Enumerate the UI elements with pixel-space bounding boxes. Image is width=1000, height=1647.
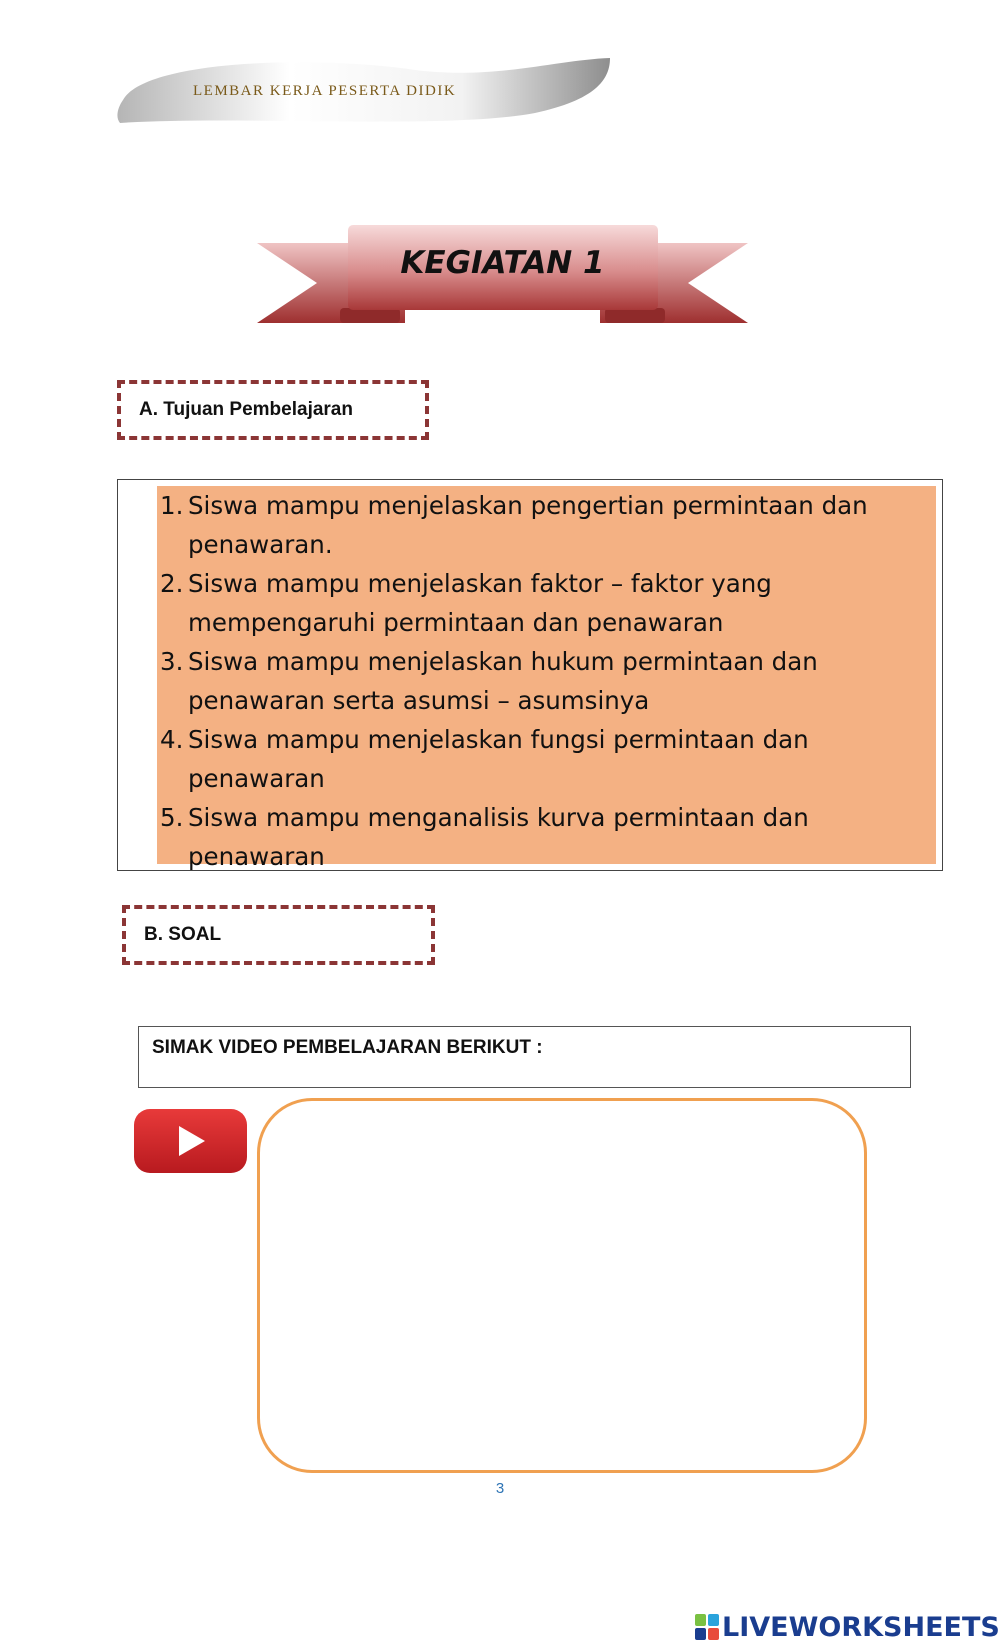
youtube-play-icon[interactable] (133, 1108, 248, 1174)
video-frame[interactable] (257, 1098, 867, 1473)
objectives-list (157, 486, 947, 876)
objective-text: Siswa mampu menjelaskan hukum permintaan dan penawaran serta asumsi – asumsinya (188, 647, 818, 715)
objective-item: 5. Siswa mampu menganalisis kurva permintaan dan penawaran (160, 803, 809, 871)
objective-text: Siswa mampu menjelaskan pengertian permintaan dan penawaran. (188, 491, 868, 559)
objective-text: Siswa mampu menganalisis kurva permintaan dan penawaran (188, 803, 809, 871)
objective-item: 4. Siswa mampu menjelaskan fungsi permintaan dan penawaran (160, 725, 809, 793)
header-title: LEMBAR KERJA PESERTA DIDIK (193, 83, 457, 99)
liveworksheets-logo-icon (695, 1614, 719, 1640)
activity-title: KEGIATAN 1 (400, 245, 605, 281)
section-a-text: A. Tujuan Pembelajaran (139, 399, 353, 420)
objective-item: 2. Siswa mampu menjelaskan faktor – faktor yang mempengaruhi permintaan dan penawaran (160, 569, 772, 637)
section-b-label (122, 905, 435, 965)
objective-item: 3. Siswa mampu menjelaskan hukum permintaan dan penawaran serta asumsi – asumsinya (160, 647, 818, 715)
section-a-label (117, 380, 429, 440)
liveworksheets-wordmark: LIVEWORKSHEETS (722, 1611, 1000, 1643)
objective-text: Siswa mampu menjelaskan faktor – faktor yang mempengaruhi permintaan dan penawaran (188, 569, 772, 637)
instruction-text: SIMAK VIDEO PEMBELAJARAN BERIKUT : (152, 1037, 543, 1058)
instruction-box (138, 1026, 911, 1088)
section-b-text: B. SOAL (144, 924, 222, 945)
liveworksheets-logo[interactable] (695, 1612, 1000, 1642)
objective-item: 1. Siswa mampu menjelaskan pengertian permintaan dan penawaran. (160, 491, 868, 559)
page-number: 3 (495, 1480, 505, 1497)
objective-text: Siswa mampu menjelaskan fungsi permintaan dan penawaran (188, 725, 809, 793)
